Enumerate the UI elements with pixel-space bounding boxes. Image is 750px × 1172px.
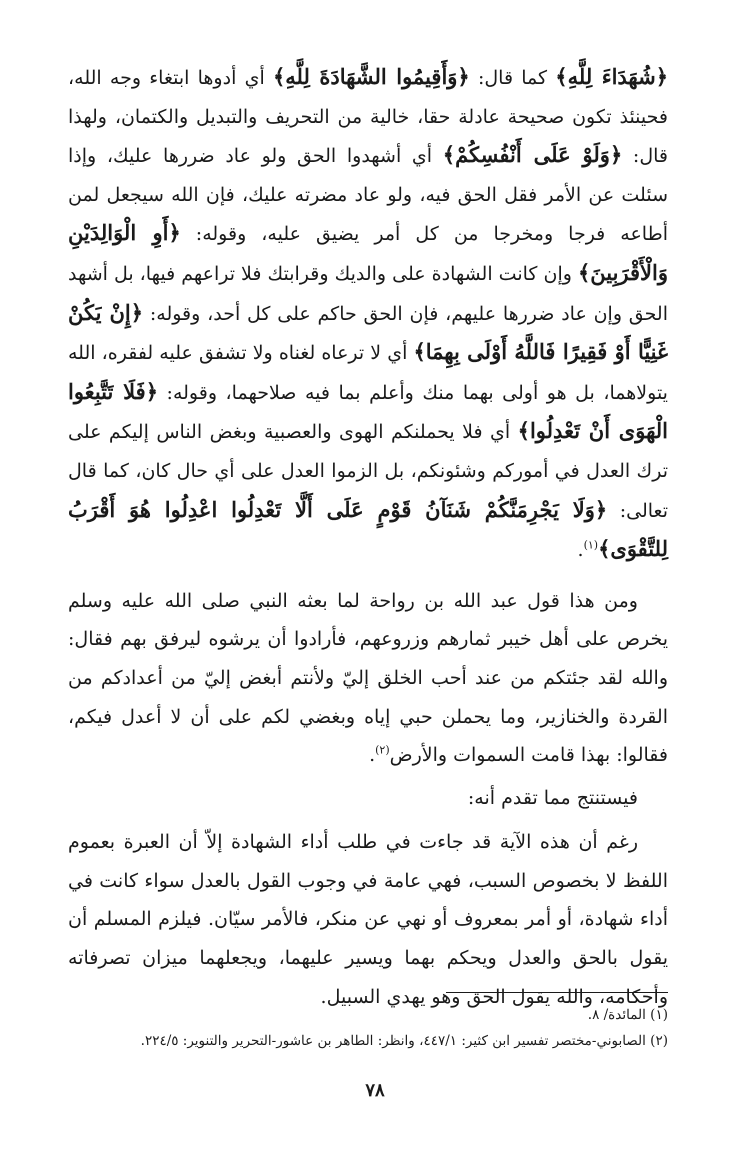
paragraph-1 — [68, 58, 668, 570]
text-run: ومن هذا قول عبد الله بن رواحة لما بعثه النبي صلى الله عليه وسلم يخرص على أهل خيبر ثمارهم وزروعهم، فأرادوا أن يرشوه ليرفق بهم فقال: والله لقد جئتكم من عند أحب الخلق إليّ ولأنتم أبغض إليّ من أعدادكم من القردة والخنازير، وما يحملن حبي إياه وبغضي لكم على أن لا أعدل فيكم، فقالوا: بهذا قامت السموات والأرض — [68, 589, 668, 767]
quran-quote: ﴿شُهَدَاءَ لِلَّهِ﴾ — [555, 64, 669, 89]
footnote-1: (١) المائدة/ ٨. — [587, 1007, 668, 1023]
footnote-divider — [446, 992, 668, 993]
text-run: أي أدوها ابتغاء وجه الله، فحينئذ تكون صحيحة عادلة حقا، خالية من التحريف والتبديل والكتمان، ولهذا قال: — [68, 67, 668, 168]
page-number: ٧٨ — [365, 1080, 385, 1101]
quran-quote: ﴿إِنْ يَكُنْ غَنِيًّا أَوْ فَقِيرًا فَاللَّهُ أَوْلَى بِهِمَا﴾ — [68, 299, 668, 365]
footnote-ref-1[interactable]: (١) — [583, 538, 599, 552]
paragraph-4: رغم أن هذه الآية قد جاءت في طلب أداء الشهادة إلاّ أن العبرة بعموم اللفظ لا بخصوص السبب، فهي عامة في وجوب القول بالعدل سواء كانت في أداء شهادة، أو أمر بمعروف أو نهي عن منكر، فالأمر سيّان. فيلزم المسلم أن يقول بالحق والعدل ويحكم بهما ويسير عليهما، ويجعلهما ميزان تصرفاته وأحكامه، والله يقول الحق وهو يهدي السبيل. — [68, 831, 668, 1008]
main-text — [68, 58, 668, 1016]
text-run: كما قال: — [469, 67, 556, 89]
text-run: أي لا ترعاه لغناه ولا تشفق عليه لفقره، الله يتولاهما، بل هو أولى بهما منك وأعلم بما فيه صلاحهما، وقوله: — [68, 342, 668, 404]
text-run: . — [577, 539, 584, 562]
footnote-2: (٢) الصابوني-مختصر تفسير ابن كثير: ٤٤٧/١، وانظر: الطاهر بن عاشور-التحرير والتنوير: ٢٢٤/٥. — [140, 1033, 668, 1049]
quran-quote: ﴿أَوِ الْوَالِدَيْنِ وَالْأَقْرَبِينَ﴾ — [68, 220, 668, 285]
paragraph-3: فيستنتج مما تقدم أنه: — [467, 786, 638, 809]
paragraph-2 — [68, 582, 668, 775]
quran-quote: ﴿وَلَوْ عَلَى أَنْفُسِكُمْ﴾ — [442, 142, 623, 168]
quran-quote: ﴿فَلَا تَتَّبِعُوا الْهَوَى أَنْ تَعْدِلُوا﴾ — [68, 378, 668, 444]
quran-quote: ﴿وَلَا يَجْرِمَنَّكُمْ شَنَآنُ قَوْمٍ عَلَى أَلَّا تَعْدِلُوا اعْدِلُوا هُوَ أَقْرَبُ لِلتَّقْوَى﴾ — [68, 496, 668, 562]
footnote-ref-2[interactable]: (٢) — [375, 743, 390, 757]
text-run: أي فلا يحملنكم الهوى والعصبية وبغض الناس إليكم على ترك العدل في أموركم وشئونكم، بل الزموا العدل على أي حال كان، كما قال تعالى: — [68, 421, 668, 522]
text-run: . — [369, 744, 376, 767]
footnotes — [68, 1002, 668, 1054]
text-run: أي أشهدوا الحق ولو عاد ضررها عليك، وإذا سئلت عن الأمر فقل الحق فيه، ولو عاد مضرته عليك، فإن الله سيجعل لمن أطاعه فرجا ومخرجا من كل أمر يضيق عليه، وقوله: — [68, 145, 669, 246]
quran-quote: ﴿وَأَقِيمُوا الشَّهَادَةَ لِلَّهِ﴾ — [272, 64, 470, 89]
text-run: وإن كانت الشهادة على والديك وقرابتك فلا تراعهم فيها، بل أشهد الحق وإن عاد ضررها عليهم، فإن الحق حاكم على كل أحد، وقوله: — [67, 262, 668, 325]
